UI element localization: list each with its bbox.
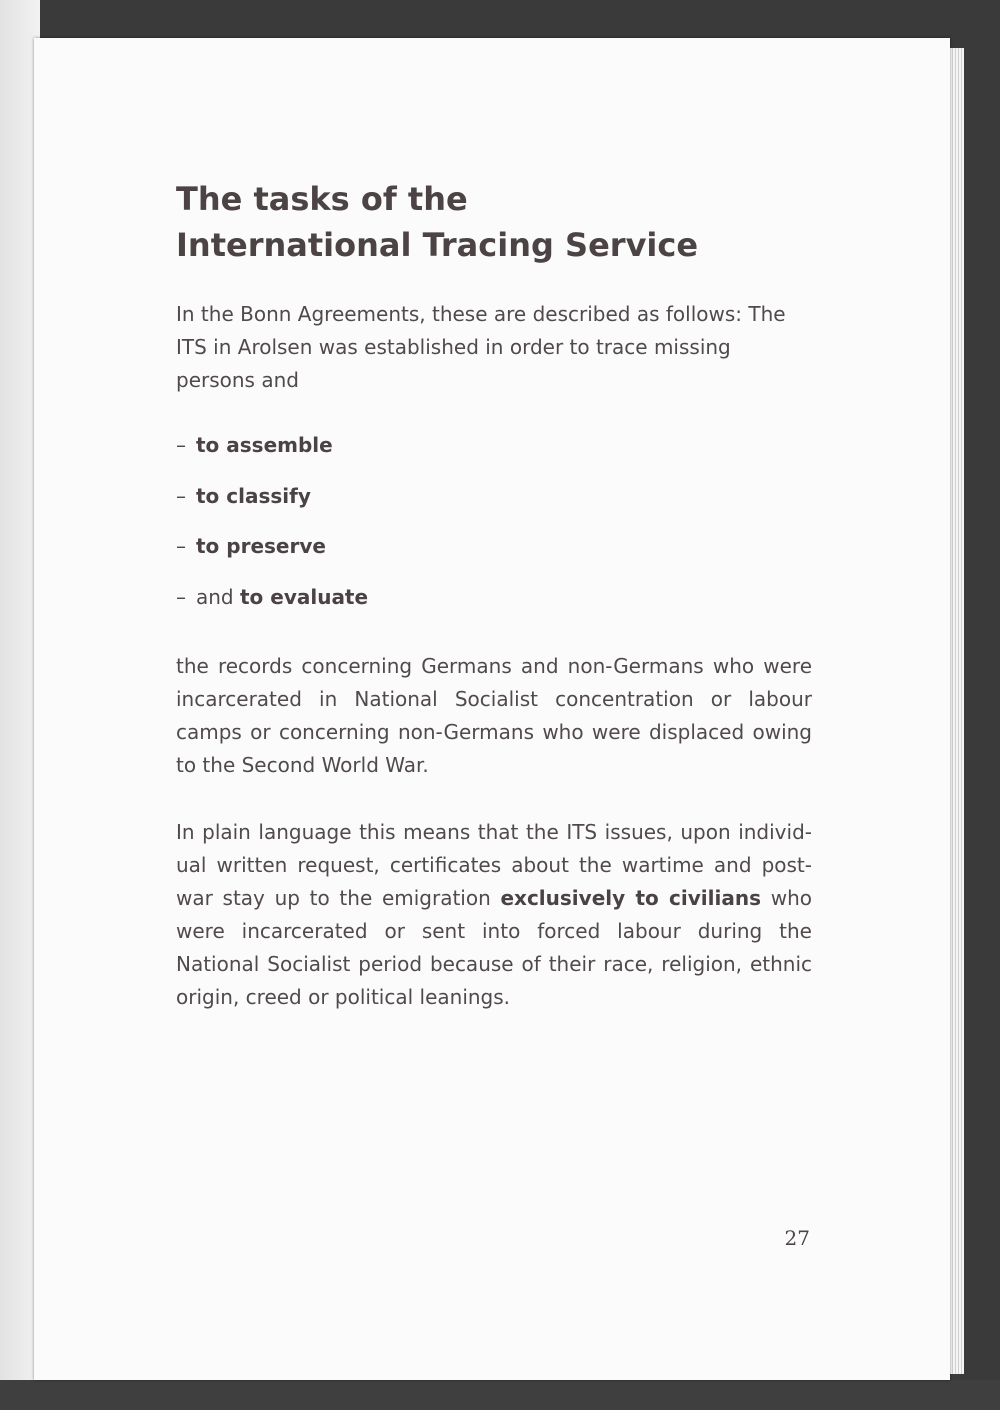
- plain-language-emphasis: exclusively to civilians: [500, 886, 762, 910]
- task-list: [176, 428, 368, 630]
- list-verb: to preserve: [196, 534, 326, 558]
- list-item: [176, 529, 368, 580]
- plain-language-paragraph: [176, 816, 812, 1014]
- list-verb: to assemble: [196, 433, 333, 457]
- page-title: [176, 176, 836, 268]
- plain-language-after: who were incarcerated or sent into forced labour during the National Socialist period because of their race, religion, ethnic origin, creed or political leanings.: [176, 886, 812, 1009]
- list-item: [176, 479, 368, 530]
- list-dash: –: [176, 584, 186, 609]
- list-dash: –: [176, 483, 186, 508]
- list-dash: –: [176, 433, 186, 457]
- list-verb: to classify: [196, 483, 311, 508]
- title-line-2: International Tracing Service: [176, 226, 699, 264]
- intro-paragraph: In the Bonn Agreements, these are described as follows: The ITS in Arolsen was established in order to trace missing persons and: [176, 302, 786, 392]
- list-prefix: and: [196, 584, 240, 609]
- scan-background: [0, 1380, 1000, 1410]
- page-stack-edge: [950, 48, 964, 1374]
- list-verb: to evaluate: [239, 584, 369, 609]
- plain-language-before: In plain language this means that the ITS issues, upon individual written request, certificates about the wartime and postwar stay up to the emigration: [176, 820, 812, 910]
- list-item: [176, 428, 368, 479]
- records-paragraph: the records concerning Germans and non-Germans who were incarcerated in National Socialist concentration or labour camps or concerning non-Germans who were displaced owing to the Second World War.: [176, 654, 812, 777]
- list-item: [176, 580, 368, 631]
- page-number: 27: [784, 1226, 810, 1250]
- list-dash: –: [176, 534, 186, 558]
- title-line-1: The tasks of the: [176, 180, 468, 218]
